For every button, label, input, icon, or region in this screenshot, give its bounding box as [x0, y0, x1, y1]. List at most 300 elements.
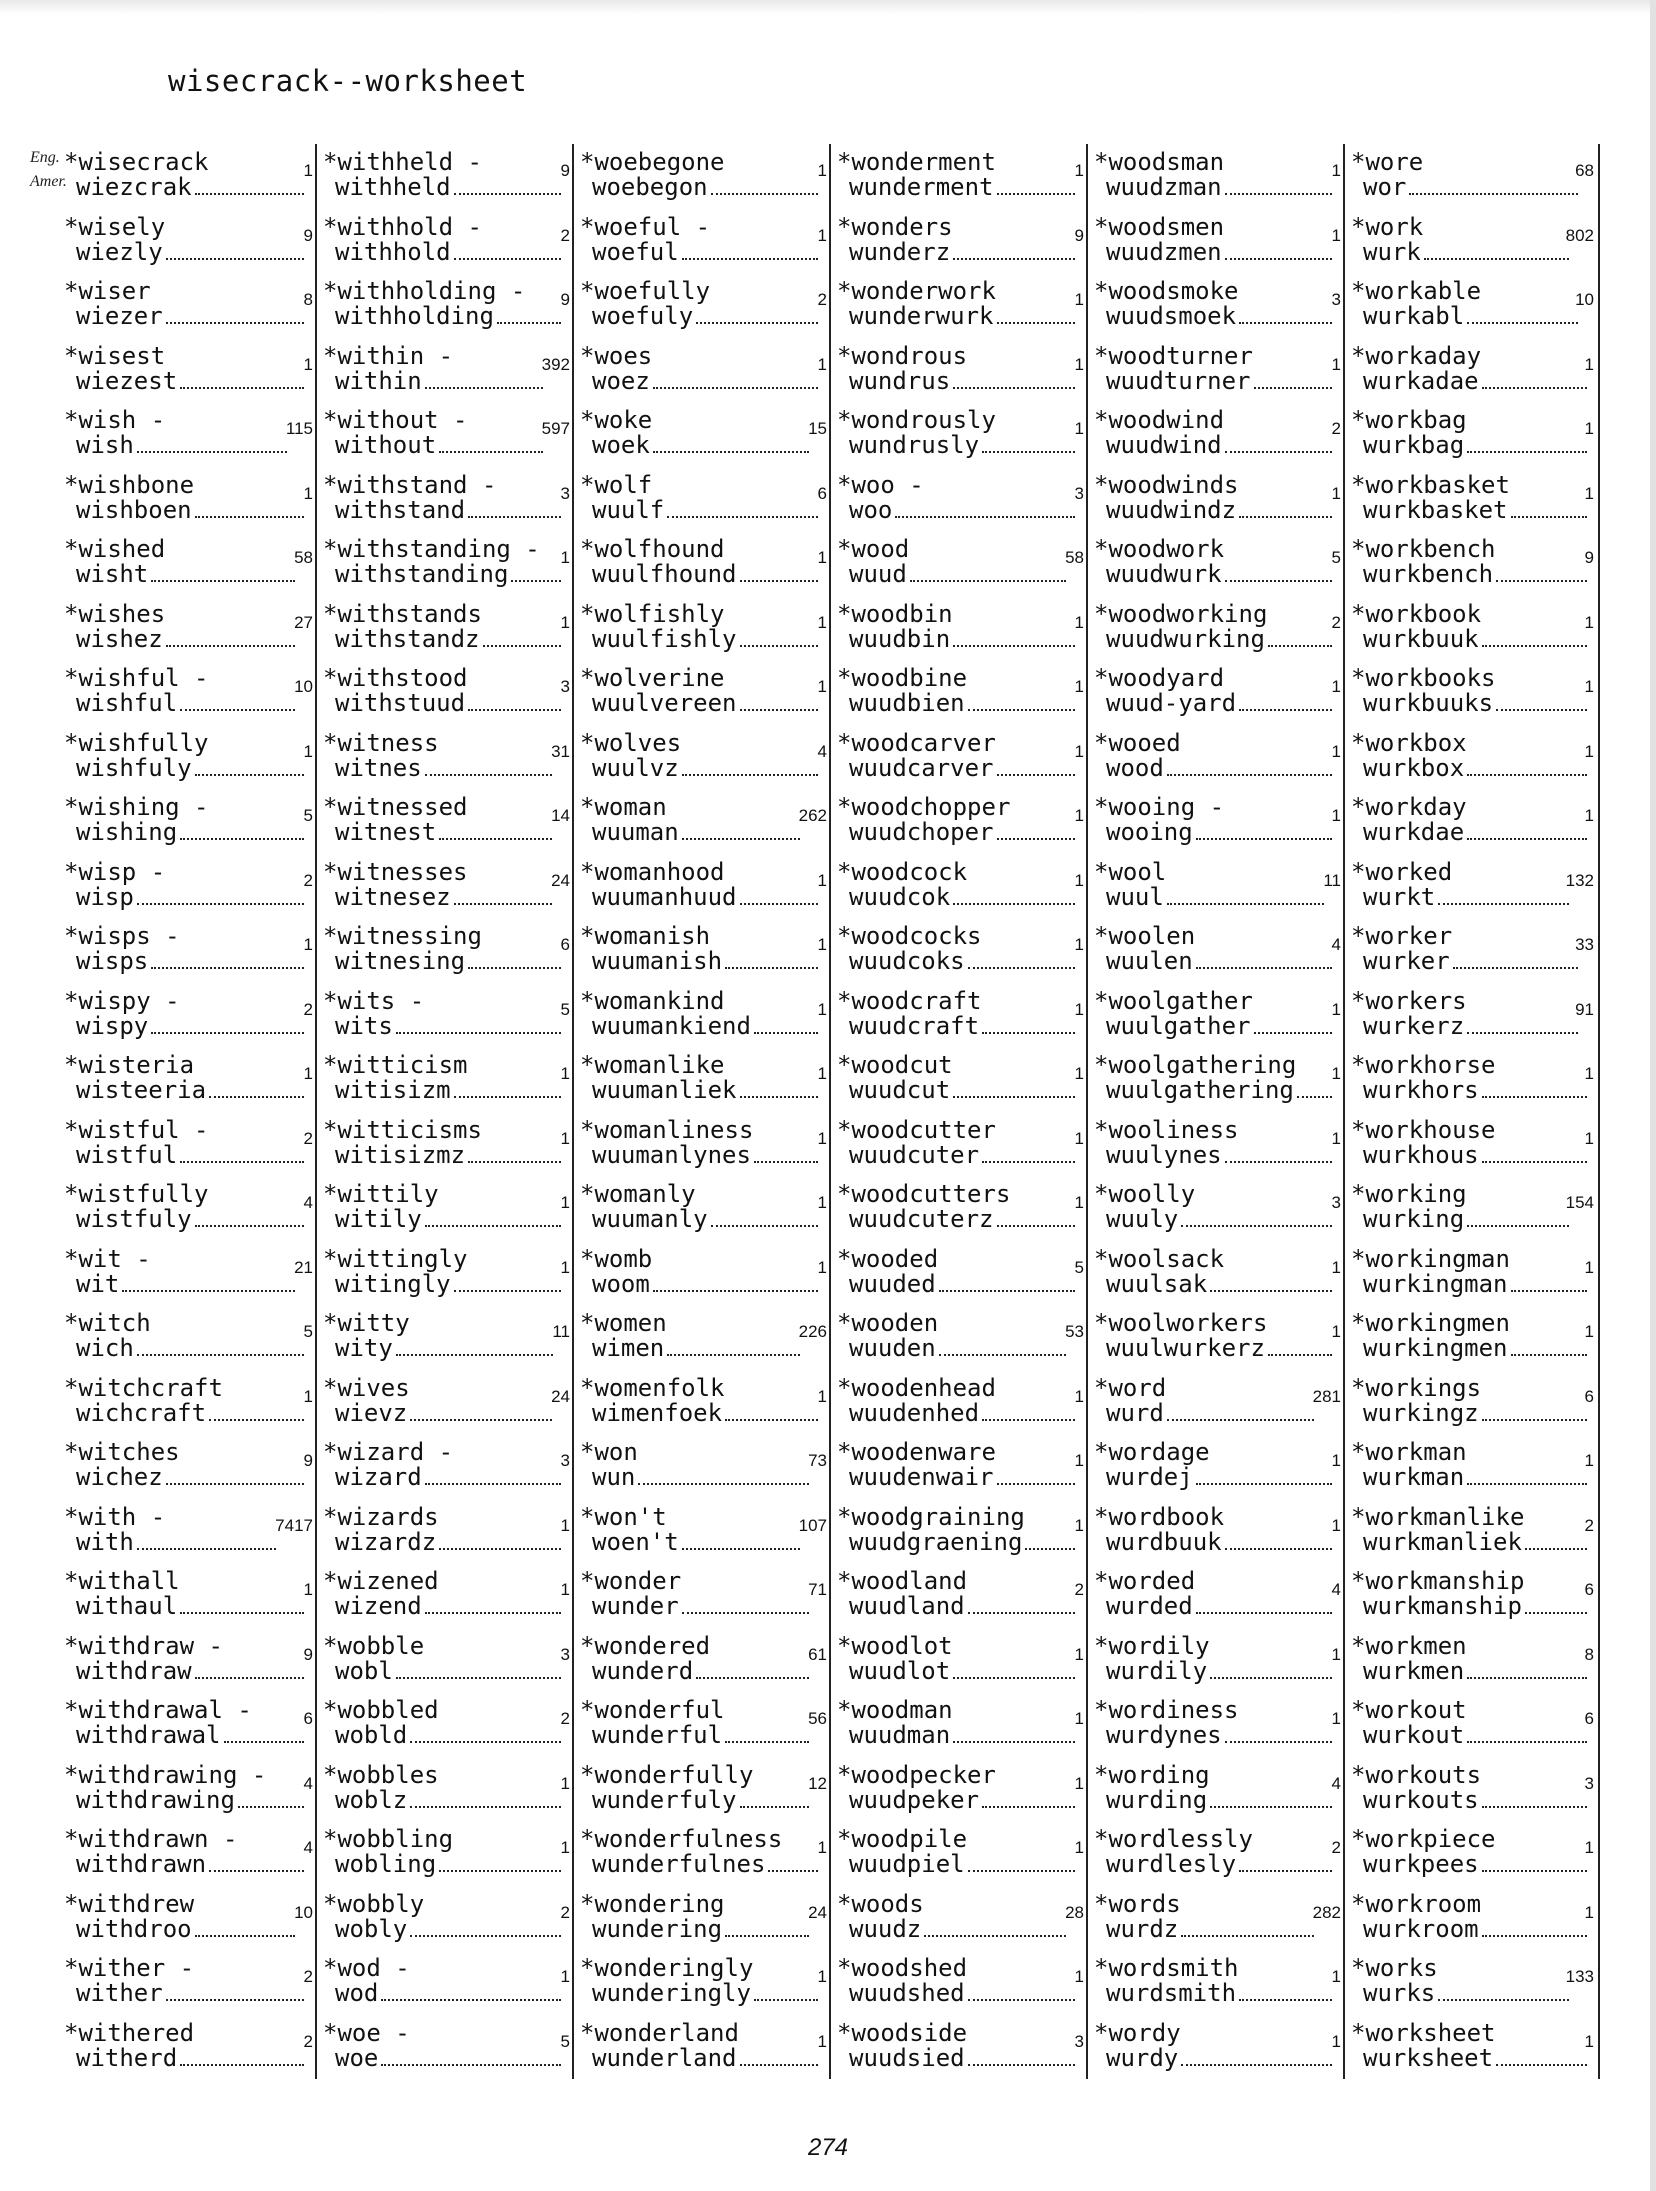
frequency-count: 1: [1074, 1451, 1084, 1470]
english-word: *wooing -: [1094, 793, 1225, 821]
word-entry: [315, 918, 572, 983]
spelling-row: [323, 495, 572, 524]
frequency-count: 5: [303, 806, 313, 825]
simplified-spelling: woblz: [335, 1785, 408, 1814]
word-entry: [58, 918, 315, 983]
word-entry: [572, 983, 829, 1048]
simplified-spelling: wurkbuuks: [1363, 689, 1494, 717]
word-entry: [1343, 918, 1600, 983]
spelling-row: [837, 495, 1086, 524]
spelling-row: [580, 624, 829, 653]
english-word: *woodwind: [1094, 406, 1225, 434]
dotted-leader: [1511, 1354, 1587, 1356]
spelling-row: [323, 1981, 572, 2006]
frequency-count: 58: [1065, 548, 1084, 567]
dotted-leader: [667, 516, 818, 518]
simplified-spelling: wor: [1363, 173, 1407, 201]
dotted-leader: [166, 645, 295, 647]
word-entry: [1343, 338, 1600, 403]
dotted-leader: [410, 1419, 552, 1421]
dotted-leader: [1525, 1548, 1587, 1550]
spelling-row: [1094, 1078, 1343, 1103]
simplified-spelling: witnesez: [335, 882, 451, 911]
spelling-row: [64, 1269, 315, 1298]
simplified-spelling: wisteeria: [76, 1076, 207, 1104]
spelling-row: [837, 1981, 1086, 2006]
english-word: *woodgraining: [837, 1502, 1025, 1531]
english-word: *woodsmoke: [1094, 277, 1239, 305]
english-word: *wishful -: [64, 664, 209, 692]
word-entry: [1086, 789, 1343, 854]
simplified-spelling: wuumanish: [592, 947, 723, 975]
dotted-leader: [195, 516, 304, 518]
simplified-spelling: wuulf: [592, 495, 665, 524]
english-word: *wisteria: [64, 1051, 195, 1079]
english-word: *wistfully: [64, 1180, 209, 1208]
spelling-row: [323, 1207, 572, 1232]
spelling-row: [64, 1207, 315, 1232]
english-word: *wispy -: [64, 986, 180, 1015]
english-word: *workingman: [1351, 1244, 1510, 1273]
dotted-leader: [982, 451, 1075, 453]
frequency-count: 1: [560, 1773, 570, 1793]
simplified-spelling: wiezly: [76, 237, 163, 266]
spelling-row: [64, 1852, 315, 1877]
simplified-spelling: witisizm: [335, 1076, 451, 1104]
word-entry: [829, 1176, 1086, 1241]
simplified-spelling: wurker: [1363, 947, 1450, 975]
simplified-spelling: woe: [335, 2043, 379, 2072]
frequency-count: 1: [1584, 354, 1594, 374]
spelling-row: [837, 1852, 1086, 1877]
english-word: *workmanship: [1351, 1567, 1525, 1595]
english-word: *wonderful: [580, 1696, 725, 1724]
english-word: *workouts: [1351, 1760, 1482, 1789]
english-word: *wittily: [323, 1180, 439, 1208]
word-entry: [58, 983, 315, 1048]
dotted-leader: [1196, 967, 1332, 969]
spelling-row: [64, 366, 315, 395]
dotted-leader: [1467, 1741, 1587, 1743]
spelling-row: [64, 1914, 315, 1943]
frequency-count: 31: [551, 741, 570, 761]
english-word: *wit -: [64, 1244, 151, 1273]
word-entry: [572, 467, 829, 532]
frequency-count: 1: [1331, 806, 1341, 825]
simplified-spelling: wimenfoek: [592, 1398, 723, 1427]
simplified-spelling: wuudwindz: [1106, 495, 1237, 524]
simplified-spelling: wisp: [76, 882, 134, 911]
word-entry: [1086, 1950, 1343, 2015]
word-entry: [829, 854, 1086, 919]
frequency-count: 9: [1584, 548, 1594, 567]
word-entry: [1086, 1628, 1343, 1693]
dotted-leader: [497, 322, 561, 324]
frequency-count: 1: [1331, 1064, 1341, 1083]
dotted-leader: [151, 1032, 304, 1034]
english-word: *withered: [64, 2018, 195, 2047]
simplified-spelling: wuudzmen: [1106, 237, 1222, 266]
simplified-spelling: wurks: [1363, 1979, 1436, 2007]
simplified-spelling: wurdlesly: [1106, 1850, 1237, 1878]
english-word: *workbasket: [1351, 470, 1510, 499]
simplified-spelling: wistful: [76, 1140, 178, 1169]
frequency-count: 2: [817, 290, 827, 309]
frequency-count: 3: [1331, 290, 1341, 309]
simplified-spelling: wuulvereen: [592, 689, 737, 717]
simplified-spelling: wisht: [76, 560, 149, 588]
spelling-row: [323, 1078, 572, 1103]
english-word: *woodpecker: [837, 1760, 996, 1789]
dotted-leader: [754, 1161, 818, 1163]
word-entry: [829, 1757, 1086, 1822]
spelling-row: [1094, 1336, 1343, 1361]
word-entry: [572, 918, 829, 983]
frequency-count: 6: [303, 1709, 313, 1728]
dotted-leader: [895, 516, 1075, 518]
word-entry: [1086, 1370, 1343, 1435]
word-entry: [315, 725, 572, 790]
simplified-spelling: wunderfulnes: [592, 1850, 766, 1878]
simplified-spelling: wit: [76, 1269, 120, 1298]
simplified-spelling: wishing: [76, 818, 178, 846]
english-word: *woodcock: [837, 857, 968, 886]
simplified-spelling: wuudcraft: [849, 1011, 980, 1040]
english-word: *woman: [580, 793, 667, 821]
dotted-leader: [1167, 903, 1324, 905]
english-word: *workhorse: [1351, 1051, 1496, 1079]
spelling-row: [580, 562, 829, 587]
frequency-count: 1: [303, 1580, 313, 1599]
dotted-leader: [468, 1161, 561, 1163]
frequency-count: 8: [1584, 1644, 1594, 1664]
english-word: *wonderland: [580, 2018, 739, 2047]
word-entry: [315, 402, 572, 467]
spelling-row: [64, 175, 315, 200]
simplified-spelling: wuudturner: [1106, 366, 1251, 395]
frequency-count: 262: [798, 806, 827, 825]
dotted-leader: [1225, 193, 1332, 195]
simplified-spelling: wurded: [1106, 1592, 1193, 1620]
simplified-spelling: wurdsmith: [1106, 1979, 1237, 2007]
word-entry: [1343, 1628, 1600, 1693]
dotted-leader: [410, 1935, 561, 1937]
english-word: *wonderwork: [837, 277, 996, 305]
spelling-row: [580, 366, 829, 395]
dotted-leader: [468, 709, 561, 711]
english-word: *wod -: [323, 1954, 410, 1982]
spelling-row: [64, 1140, 315, 1169]
spelling-row: [64, 1465, 315, 1490]
spelling-row: [1351, 1078, 1598, 1103]
english-word: *woodcraft: [837, 986, 982, 1015]
english-word: *wooed: [1094, 728, 1181, 757]
word-entry: [315, 1886, 572, 1951]
english-word: *woolworkers: [1094, 1309, 1268, 1337]
frequency-count: 2: [1331, 1838, 1341, 1857]
simplified-spelling: withaul: [76, 1592, 178, 1620]
dotted-leader: [1239, 709, 1332, 711]
dotted-leader: [740, 2064, 818, 2066]
frequency-count: 107: [798, 1515, 827, 1535]
dotted-leader: [151, 967, 304, 969]
spelling-row: [323, 1398, 572, 1427]
word-entry: [572, 1692, 829, 1757]
spelling-row: [837, 304, 1086, 329]
english-word: *workpiece: [1351, 1825, 1496, 1853]
frequency-count: 1: [817, 1838, 827, 1857]
dotted-leader: [166, 1999, 304, 2001]
spelling-row: [1094, 1465, 1343, 1490]
english-word: *wobbly: [323, 1889, 425, 1918]
simplified-spelling: wuudzman: [1106, 173, 1222, 201]
frequency-count: 1: [1584, 1322, 1594, 1341]
frequency-count: 56: [808, 1709, 827, 1728]
simplified-spelling: wurdynes: [1106, 1721, 1222, 1749]
word-entry: [1086, 1241, 1343, 1306]
english-word: *womanliness: [580, 1115, 754, 1144]
word-entry: [829, 273, 1086, 338]
word-entry: [58, 402, 315, 467]
spelling-row: [837, 1078, 1086, 1103]
dotted-leader: [454, 1290, 561, 1292]
dotted-leader: [653, 387, 818, 389]
frequency-count: 1: [1074, 1386, 1084, 1406]
simplified-spelling: wispy: [76, 1011, 149, 1040]
spelling-row: [64, 1723, 315, 1748]
english-word: *workers: [1351, 986, 1467, 1015]
word-entry: [315, 1305, 572, 1370]
frequency-count: 71: [808, 1580, 827, 1599]
word-entry: [829, 1821, 1086, 1886]
word-entry: [1343, 1241, 1600, 1306]
english-word: *witches: [64, 1438, 180, 1466]
frequency-count: 2: [303, 2031, 313, 2051]
english-word: *workday: [1351, 793, 1467, 821]
simplified-spelling: wuudman: [849, 1721, 951, 1749]
english-word: *wisest: [64, 341, 166, 370]
spelling-row: [64, 433, 315, 458]
word-entry: [829, 338, 1086, 403]
word-entry: [58, 1370, 315, 1435]
english-word: *woodenware: [837, 1438, 996, 1466]
word-entry: [1086, 1176, 1343, 1241]
word-entry: [315, 209, 572, 274]
spelling-row: [64, 237, 315, 266]
frequency-count: 5: [1331, 548, 1341, 567]
dotted-leader: [1196, 1612, 1332, 1614]
frequency-count: 4: [817, 741, 827, 761]
english-word: *woolgathering: [1094, 1051, 1297, 1079]
frequency-count: 15: [808, 419, 827, 438]
english-word: *wisp -: [64, 857, 166, 886]
simplified-spelling: wurkman: [1363, 1463, 1465, 1491]
frequency-count: 1: [1074, 870, 1084, 890]
word-entry: [572, 2015, 829, 2080]
dotted-leader: [953, 1741, 1075, 1743]
simplified-spelling: wuulsak: [1106, 1269, 1208, 1298]
simplified-spelling: wobly: [335, 1914, 408, 1943]
simplified-spelling: wurkbuuk: [1363, 624, 1479, 653]
english-word: *wish -: [64, 406, 166, 434]
spelling-row: [1094, 2043, 1343, 2072]
simplified-spelling: wuudpiel: [849, 1850, 965, 1878]
spelling-row: [580, 1527, 829, 1556]
english-word: *wordy: [1094, 2018, 1181, 2047]
english-word: *with -: [64, 1502, 166, 1531]
frequency-count: 1: [1074, 1193, 1084, 1212]
english-word: *woeful -: [580, 212, 711, 241]
dotted-leader: [939, 1354, 1066, 1356]
dotted-leader: [1482, 1806, 1587, 1808]
spelling-row: [837, 1398, 1086, 1427]
dotted-leader: [1210, 1290, 1332, 1292]
dotted-leader: [195, 1935, 295, 1937]
english-word: *wood: [837, 535, 910, 563]
dotted-leader: [725, 1419, 818, 1421]
dotted-leader: [711, 193, 818, 195]
frequency-count: 3: [560, 677, 570, 696]
spelling-row: [1094, 1207, 1343, 1232]
english-word: *withhold -: [323, 212, 482, 241]
spelling-row: [580, 433, 829, 458]
frequency-count: 1: [1074, 1128, 1084, 1148]
frequency-count: 1: [1331, 1967, 1341, 1986]
dotted-leader: [1268, 645, 1332, 647]
simplified-spelling: wievz: [335, 1398, 408, 1427]
dotted-leader: [754, 1032, 818, 1034]
word-entry: [1343, 1370, 1600, 1435]
word-entry: [315, 1112, 572, 1177]
dotted-leader: [997, 193, 1075, 195]
spelling-row: [323, 1914, 572, 1943]
simplified-spelling: wits: [335, 1011, 393, 1040]
word-entry: [1086, 338, 1343, 403]
simplified-spelling: wuudenhed: [849, 1398, 980, 1427]
english-word: *witticisms: [323, 1115, 482, 1144]
simplified-spelling: withdroo: [76, 1914, 192, 1943]
frequency-count: 2: [303, 999, 313, 1019]
frequency-count: 1: [1074, 1773, 1084, 1793]
word-entry: [1086, 1499, 1343, 1564]
frequency-count: 2: [303, 1128, 313, 1148]
frequency-count: 1: [817, 1193, 827, 1212]
spelling-row: [1094, 624, 1343, 653]
dotted-leader: [410, 1806, 561, 1808]
spelling-row: [1094, 366, 1343, 395]
simplified-spelling: wobl: [335, 1656, 393, 1685]
word-entry: [1343, 725, 1600, 790]
spelling-row: [580, 1594, 829, 1619]
simplified-spelling: wiezest: [76, 366, 178, 395]
legend-eng: Eng.: [30, 149, 60, 166]
english-word: *witchcraft: [64, 1373, 223, 1402]
word-entry: [58, 1628, 315, 1693]
word-entry: [1086, 1563, 1343, 1628]
frequency-count: 4: [303, 1193, 313, 1212]
simplified-spelling: wiezer: [76, 302, 163, 330]
english-word: *wondered: [580, 1631, 711, 1660]
frequency-count: 2: [303, 1967, 313, 1986]
dotted-leader: [1467, 322, 1578, 324]
english-word: *woodcarver: [837, 728, 996, 757]
dotted-leader: [997, 1483, 1075, 1485]
frequency-count: 1: [1331, 1515, 1341, 1535]
dotted-leader: [1225, 451, 1332, 453]
word-entry: [1086, 1305, 1343, 1370]
dotted-leader: [1225, 1548, 1332, 1550]
word-entry: [829, 2015, 1086, 2080]
english-word: *workbench: [1351, 535, 1496, 563]
english-word: *wits -: [323, 986, 425, 1015]
frequency-count: 1: [1074, 677, 1084, 696]
english-word: *woe -: [323, 2018, 410, 2047]
frequency-count: 1: [817, 225, 827, 245]
dotted-leader: [1467, 451, 1587, 453]
word-entry: [572, 660, 829, 725]
frequency-count: 1: [560, 548, 570, 567]
english-word: *wishfully: [64, 728, 209, 757]
simplified-spelling: wunderfuly: [592, 1785, 737, 1814]
simplified-spelling: wurdbuuk: [1106, 1527, 1222, 1556]
frequency-count: 58: [294, 548, 313, 567]
frequency-count: 1: [560, 1838, 570, 1857]
simplified-spelling: wimen: [592, 1334, 665, 1362]
simplified-spelling: woek: [592, 431, 650, 459]
word-entry: [1086, 2015, 1343, 2080]
english-word: *wondrously: [837, 406, 996, 434]
simplified-spelling: wuulynes: [1106, 1140, 1222, 1169]
legend-amer: Amer.: [30, 173, 67, 190]
english-word: *women: [580, 1309, 667, 1337]
simplified-spelling: wuulgathering: [1106, 1076, 1294, 1104]
word-entry: [58, 1112, 315, 1177]
simplified-spelling: wuudsied: [849, 2043, 965, 2072]
frequency-count: 1: [817, 1064, 827, 1083]
dotted-leader: [195, 193, 304, 195]
spelling-row: [1351, 175, 1598, 200]
simplified-spelling: witingly: [335, 1269, 451, 1298]
frequency-count: 4: [1331, 935, 1341, 954]
simplified-spelling: wurkingman: [1363, 1269, 1508, 1298]
word-entry: [572, 1563, 829, 1628]
english-word: *withdrawn -: [64, 1825, 238, 1853]
dotted-leader: [224, 1741, 304, 1743]
spelling-row: [1351, 1723, 1598, 1748]
dotted-leader: [1225, 1741, 1332, 1743]
spelling-row: [1094, 1852, 1343, 1877]
frequency-count: 24: [808, 1902, 827, 1922]
frequency-count: 154: [1565, 1193, 1594, 1212]
frequency-count: 1: [1584, 419, 1594, 438]
frequency-count: 1: [303, 935, 313, 954]
spelling-row: [837, 949, 1086, 974]
frequency-count: 4: [1331, 1773, 1341, 1793]
spelling-row: [1094, 1527, 1343, 1556]
spelling-row: [323, 1852, 572, 1877]
english-word: *witch: [64, 1309, 151, 1337]
simplified-spelling: wurkmanship: [1363, 1592, 1522, 1620]
frequency-count: 1: [1074, 741, 1084, 761]
spelling-row: [64, 1785, 315, 1814]
dotted-leader: [425, 1225, 561, 1227]
spelling-row: [580, 1398, 829, 1427]
spelling-row: [64, 1398, 315, 1427]
english-word: *wordily: [1094, 1631, 1210, 1660]
simplified-spelling: wizard: [335, 1463, 422, 1491]
word-entry: [58, 789, 315, 854]
spelling-row: [323, 1785, 572, 1814]
